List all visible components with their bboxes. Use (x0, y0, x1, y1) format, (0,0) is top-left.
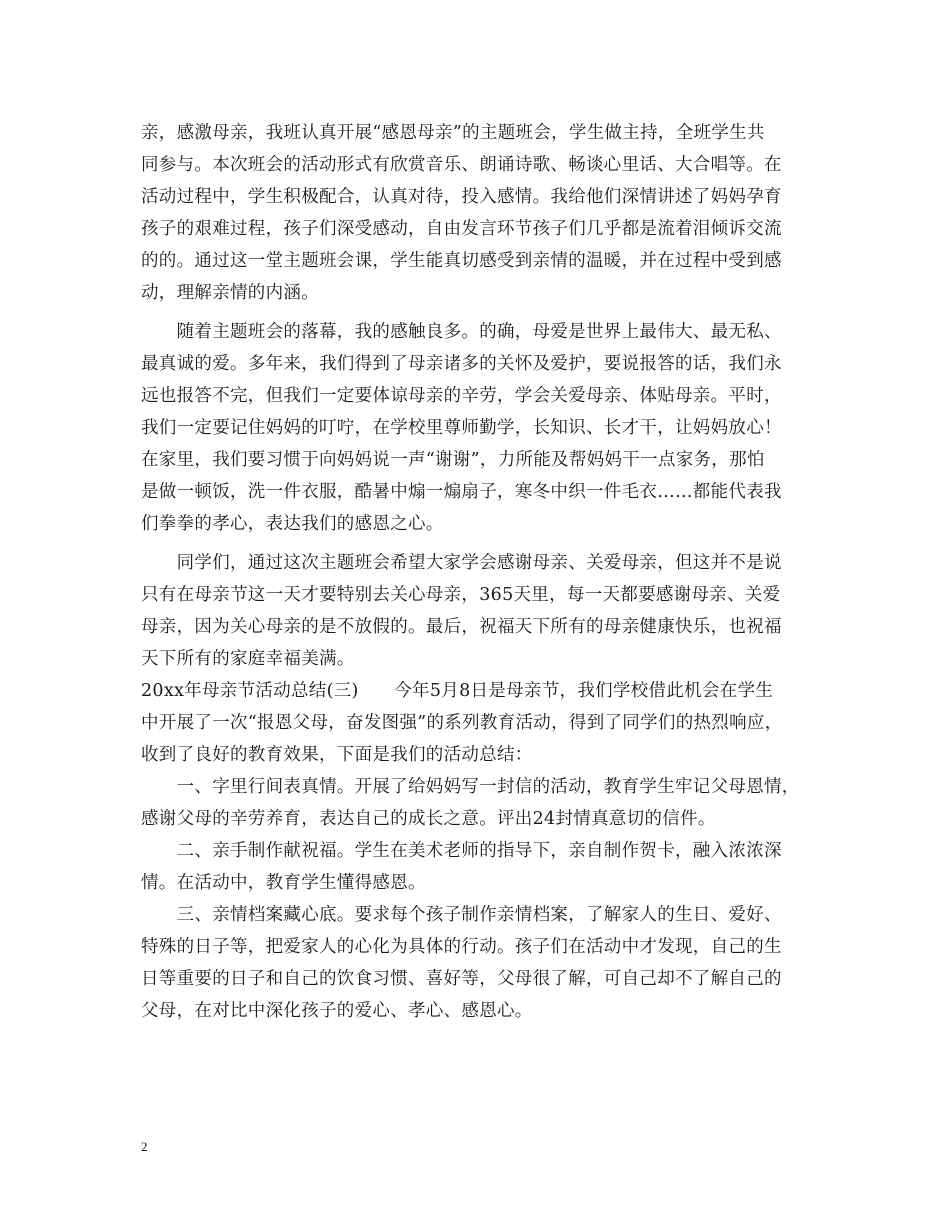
text-line: 最真诚的爱。多年来，我们得到了母亲诸多的关怀及爱护，要说报答的话，我们永 (141, 354, 782, 374)
text-line: 远也报答不完，但我们一定要体谅母亲的辛劳，学会关爱母亲、体贴母亲。平时， (141, 386, 782, 406)
text-line: 同参与。本次班会的活动形式有欣赏音乐、朗诵诗歌、畅谈心里话、大合唱等。在 (141, 155, 782, 175)
text-line: 孩子的艰难过程，孩子们深受感动，自由发言环节孩子们几乎都是流着泪倾诉交流 (141, 219, 782, 239)
text-line: 中开展了一次“报恩父母，奋发图强”的系列教育活动，得到了同学们的热烈响应， (141, 713, 783, 733)
text-line: 母亲，因为关心母亲的是不放假的。最后，祝福天下所有的母亲健康快乐，也祝福 (141, 617, 782, 637)
paragraph-start-line: 随着主题班会的落幕，我的感触良多。的确，母爱是世界上最伟大、最无私、 (141, 322, 782, 342)
page-number: 2 (141, 1139, 148, 1154)
text-line: 在家里，我们要习惯于向妈妈说一声“谢谢”，力所能及帮妈妈干一点家务，那怕 (141, 450, 765, 470)
text-line: 情。在活动中，教育学生懂得感恩。 (141, 873, 426, 893)
document-body (141, 117, 821, 1027)
text-line: 日等重要的日子和自己的饮食习惯、喜好等，父母很了解，可自己却不了解自己的 (141, 969, 782, 989)
text-line: 我们一定要记住妈妈的叮咛，在学校里尊师勤学，长知识、长才干，让妈妈放心！ (141, 418, 782, 438)
text-line: 只有在母亲节这一天才要特别去关心母亲，365天里，每一天都要感谢母亲、关爱 (141, 585, 781, 605)
text-line: 特殊的日子等，把爱家人的心化为具体的行动。孩子们在活动中才发现，自己的生 (141, 937, 782, 957)
text-line: 父母，在对比中深化孩子的爱心、孝心、感恩心。 (141, 1001, 533, 1021)
text-line: 们拳拳的孝心，表达我们的感恩之心。 (141, 514, 444, 534)
text-line: 动，理解亲情的内涵。 (141, 283, 319, 303)
paragraph-start-line: 二、亲手制作献祝福。学生在美术老师的指导下，亲自制作贺卡，融入浓浓深 (141, 841, 782, 861)
text-line: 的的。通过这一堂主题班会课，学生能真切感受到亲情的温暖，并在过程中受到感 (141, 251, 782, 271)
text-line: 是做一顿饭，洗一件衣服，酷暑中煽一煽扇子，寒冬中织一件毛衣……都能代表我 (141, 482, 782, 502)
text-line: 收到了良好的教育效果，下面是我们的活动总结： (141, 745, 533, 765)
text-line: 天下所有的家庭幸福美满。 (141, 649, 355, 669)
section-heading-line: 20xx年母亲节活动总结(三) 今年5月8日是母亲节，我们学校借此机会在学生 (141, 681, 774, 701)
paragraph-start-line: 三、亲情档案藏心底。要求每个孩子制作亲情档案，了解家人的生日、爱好、 (141, 905, 782, 925)
paragraph-start-line: 同学们，通过这次主题班会希望大家学会感谢母亲、关爱母亲，但这并不是说 (141, 553, 782, 573)
text-line: 亲，感激母亲，我班认真开展“感恩母亲”的主题班会，学生做主持，全班学生共 (141, 123, 765, 143)
text-line: 活动过程中，学生积极配合，认真对待，投入感情。我给他们深情讲述了妈妈孕育 (141, 187, 782, 207)
paragraph-start-line: 一、字里行间表真情。开展了给妈妈写一封信的活动，教育学生牢记父母恩情， (141, 777, 800, 797)
text-line: 感谢父母的辛劳养育，表达自己的成长之意。评出24封情真意切的信件。 (141, 809, 716, 829)
